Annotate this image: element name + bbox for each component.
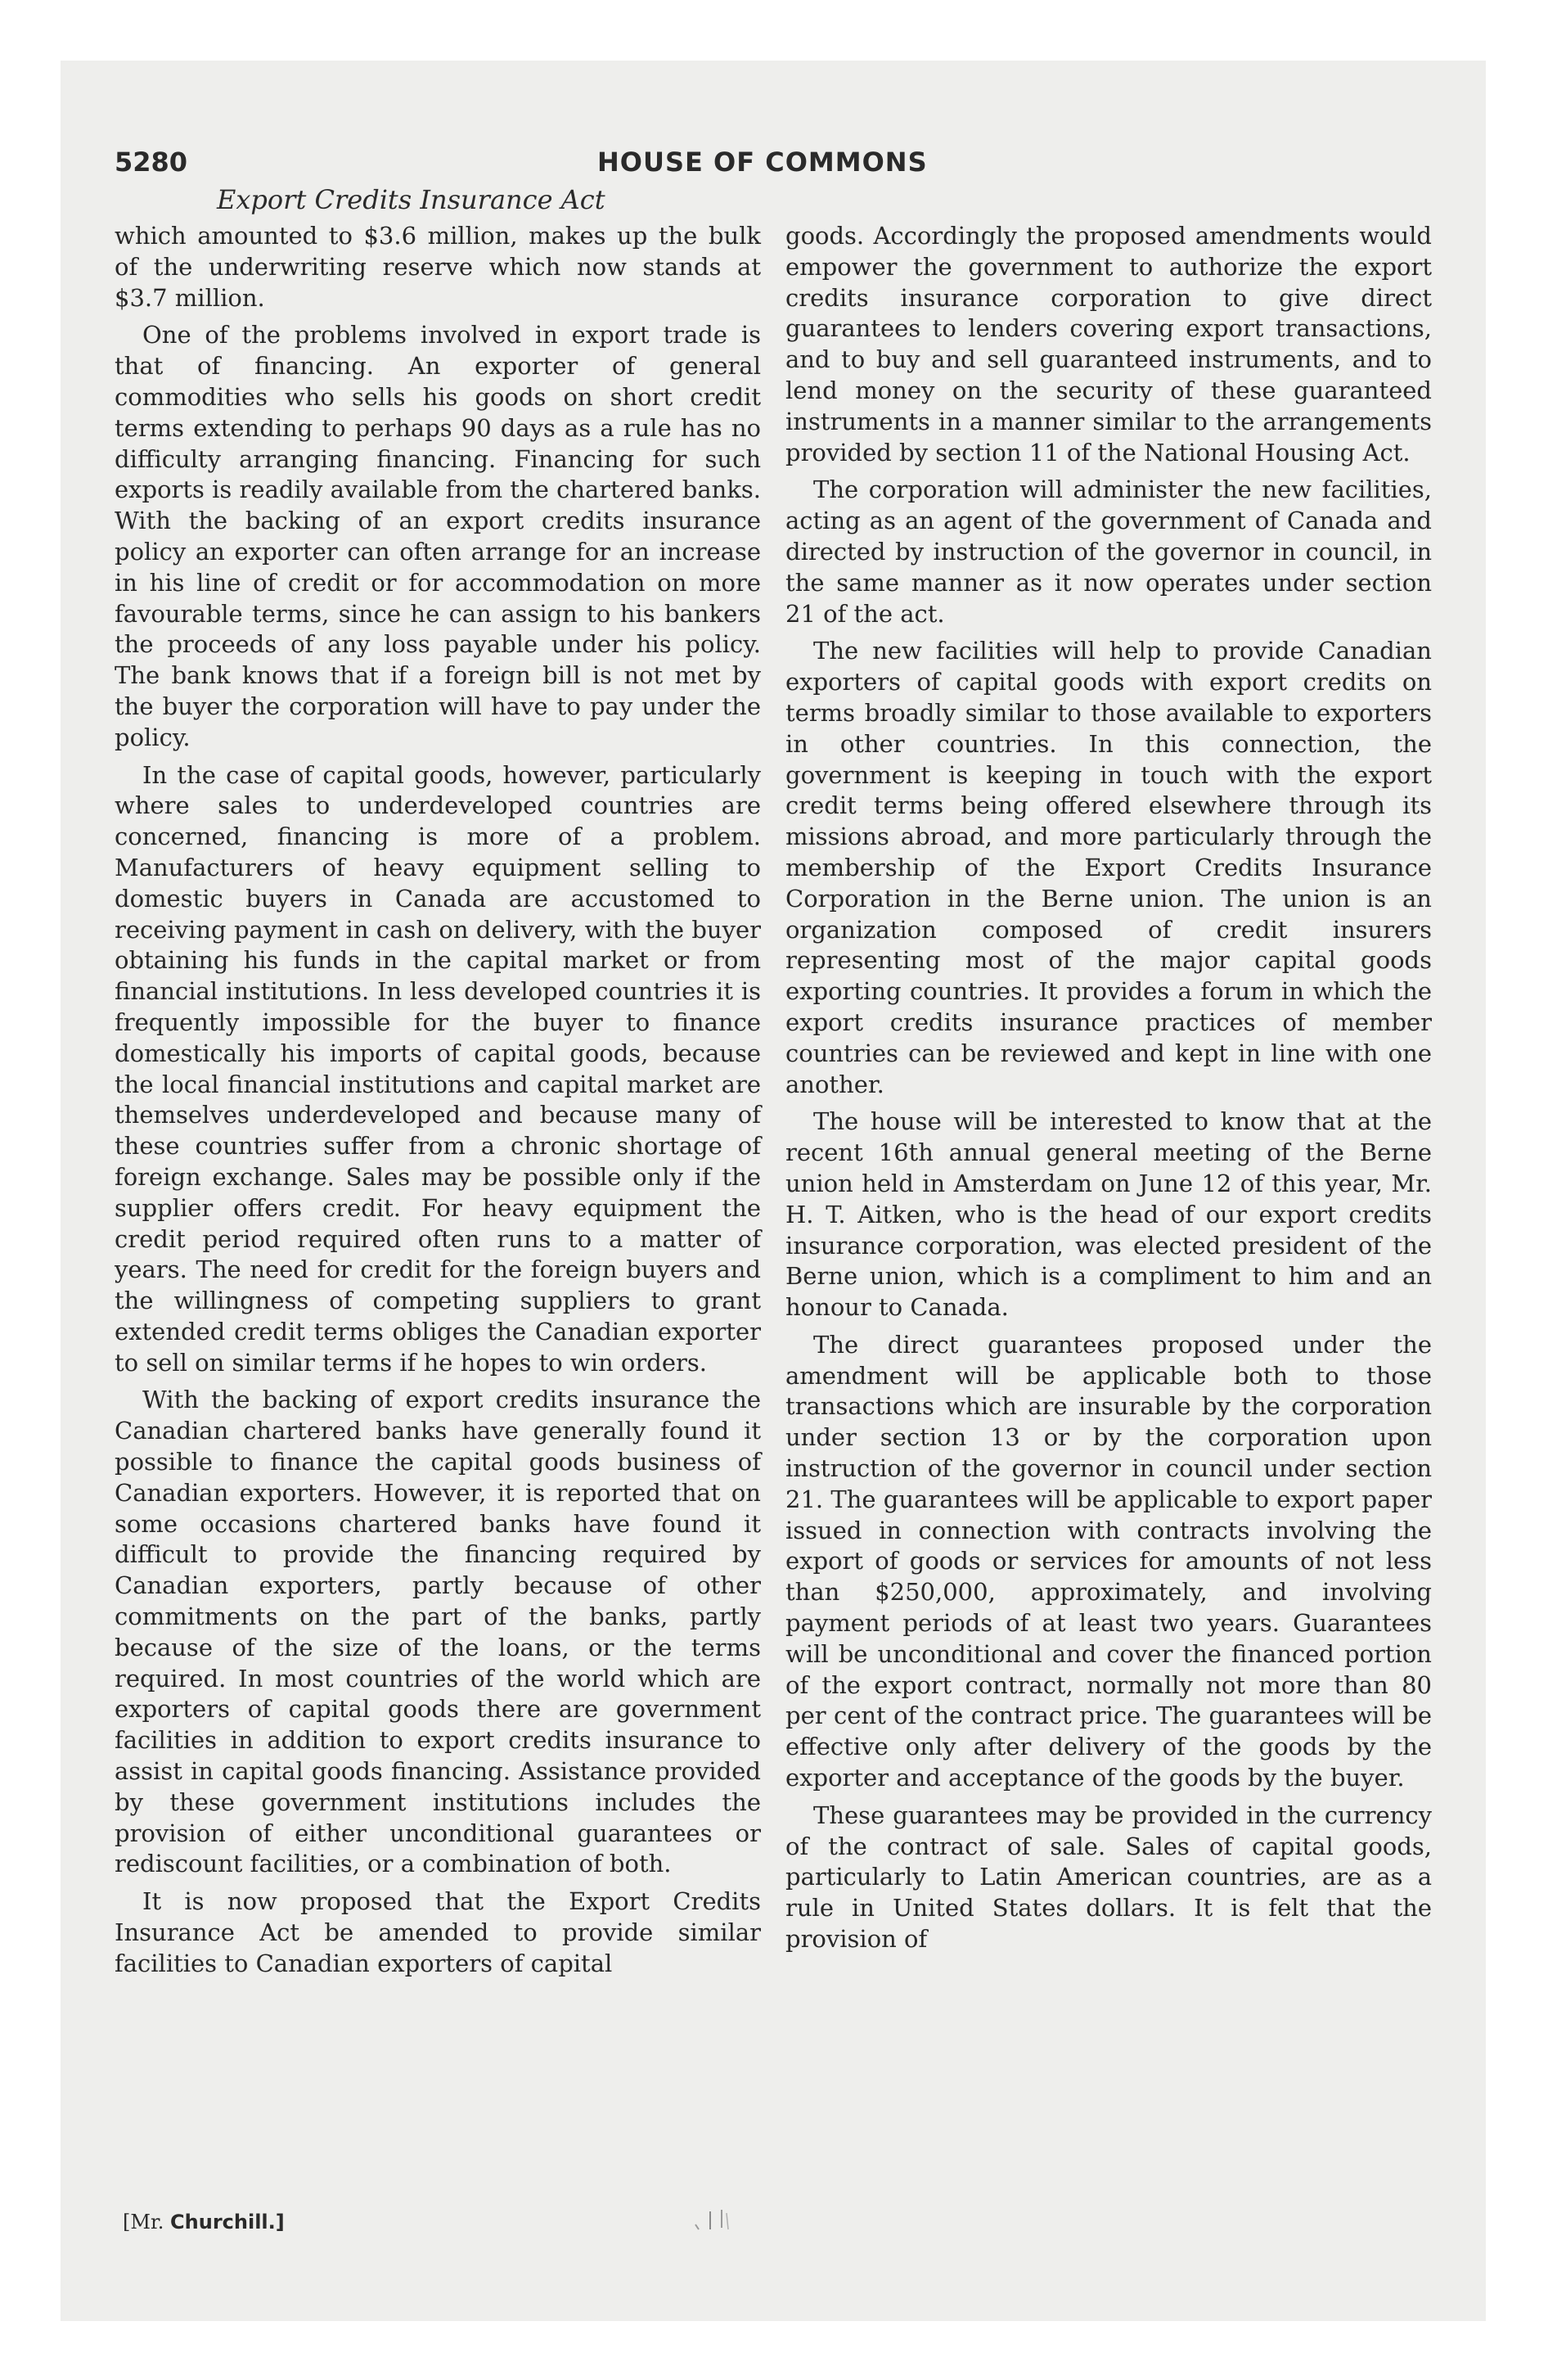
ink-mark-icon [686, 2205, 751, 2233]
paragraph: In the case of capital goods, however, particularly where sales to underdeveloped countries are concerned, financing is more of a problem. Manufacturers of heavy equipment selling to domestic buyers in Canada are accustomed to receiving payment in cash on delivery, with the buyer obtaining his funds in the capital market or from financial institutions. In less developed countries it is frequently impossible for the buyer to finance domestically his imports of capital goods, because the local financial institutions and capital market are themselves underdeveloped and because many of these countries suffer from a chronic shortage of foreign exchange. Sales may be possible only if the supplier offers credit. For heavy equipment the credit period required often runs to a matter of years. The need for credit for the foreign buyers and the willingness of competing suppliers to grant extended credit terms obliges the Canadian exporter to sell on similar terms if he hopes to win orders. [115, 760, 761, 1377]
running-head: HOUSE OF COMMONS [597, 146, 928, 178]
speaker-attribution [123, 2210, 285, 2234]
speaker-name: Churchill.] [170, 2211, 285, 2234]
paragraph: The new facilities will help to provide Canadian exporters of capital goods with export credits on terms broadly similar to those available to exporters in other countries. In this connection, the government is keeping in touch with the export credit terms being offered elsewhere through its missions abroad, and more particularly through the membership of the Export Credits Insurance Corporation in the Berne union. The union is an organization composed of credit insurers representing most of the major capital goods exporting countries. It provides a forum in which the export credits insurance practices of member countries can be reviewed and kept in line with one another. [785, 637, 1432, 1098]
paragraph: These guarantees may be provided in the currency of the contract of sale. Sales of capital goods, particularly to Latin American countries, are as a rule in United States dollars. It is felt that the provision of [785, 1801, 1432, 1954]
act-title: Export Credits Insurance Act [217, 184, 605, 215]
page-number: 5280 [115, 146, 188, 178]
paragraph: goods. Accordingly the proposed amendments would empower the government to authorize the export credits insurance corporation to give direct guarantees to lenders covering export transactions, and to buy and sell guaranteed instruments, and to lend money on the security of these guaranteed instruments in a manner similar to the arrangements provided by section 11 of the National Housing Act. [785, 222, 1432, 467]
paragraph: It is now proposed that the Export Credits Insurance Act be amended to provide similar facilities to Canadian exporters of capital [115, 1887, 761, 1977]
paragraph: The direct guarantees proposed under the amendment will be applicable both to those transactions which are insurable by the corporation under section 13 or by the corporation upon instruction of the governor in council under section 21. The guarantees will be applicable to export paper issued in connection with contracts involving the export of goods or services for amounts of not less than $250,000, approximately, and involving payment periods of at least two years. Guarantees will be unconditional and cover the financed portion of the export contract, normally not more than 80 per cent of the contract price. The guarantees will be effective only after delivery of the goods by the exporter and acceptance of the goods by the buyer. [785, 1330, 1432, 1792]
paragraph: One of the problems involved in export trade is that of financing. An exporter of general commodities who sells his goods on short credit terms extending to perhaps 90 days as a rule has no difficulty arranging financing. Financing for such exports is readily available from the chartered banks. With the backing of an export credits insurance policy an exporter can often arrange for an increase in his line of credit or for accommodation on more favourable terms, since he can assign to his bankers the proceeds of any loss payable under his policy. The bank knows that if a foreign bill is not met by the buyer the corporation will have to pay under the policy. [115, 321, 761, 751]
paragraph: With the backing of export credits insurance the Canadian chartered banks have generally found it possible to finance the capital goods business of Canadian exporters. However, it is reported that on some occasions chartered banks have found it difficult to provide the financing required by Canadian exporters, partly because of other commitments on the part of the banks, partly because of the size of the loans, or the terms required. In most countries of the world which are exporters of capital goods there are government facilities in addition to export credits insurance to assist in capital goods financing. Assistance provided by these government institutions includes the provision of either unconditional guarantees or rediscount facilities, or a combination of both. [115, 1386, 761, 1878]
paragraph: The house will be interested to know that at the recent 16th annual general meeting of the Berne union held in Amsterdam on June 12 of this year, Mr. H. T. Aitken, who is the head of our export credits insurance corporation, was elected president of the Berne union, which is a compliment to him and an honour to Canada. [785, 1107, 1432, 1322]
right-column [785, 221, 1432, 1962]
paragraph: The corporation will administer the new facilities, acting as an agent of the government of Canada and directed by instruction of the governor in council, in the same manner as it now operates under section 21 of the act. [785, 476, 1432, 628]
speaker-prefix: [Mr. [123, 2211, 171, 2234]
left-column [115, 221, 761, 1986]
paragraph: which amounted to $3.6 million, makes up the bulk of the underwriting reserve which now stands at $3.7 million. [115, 222, 761, 312]
